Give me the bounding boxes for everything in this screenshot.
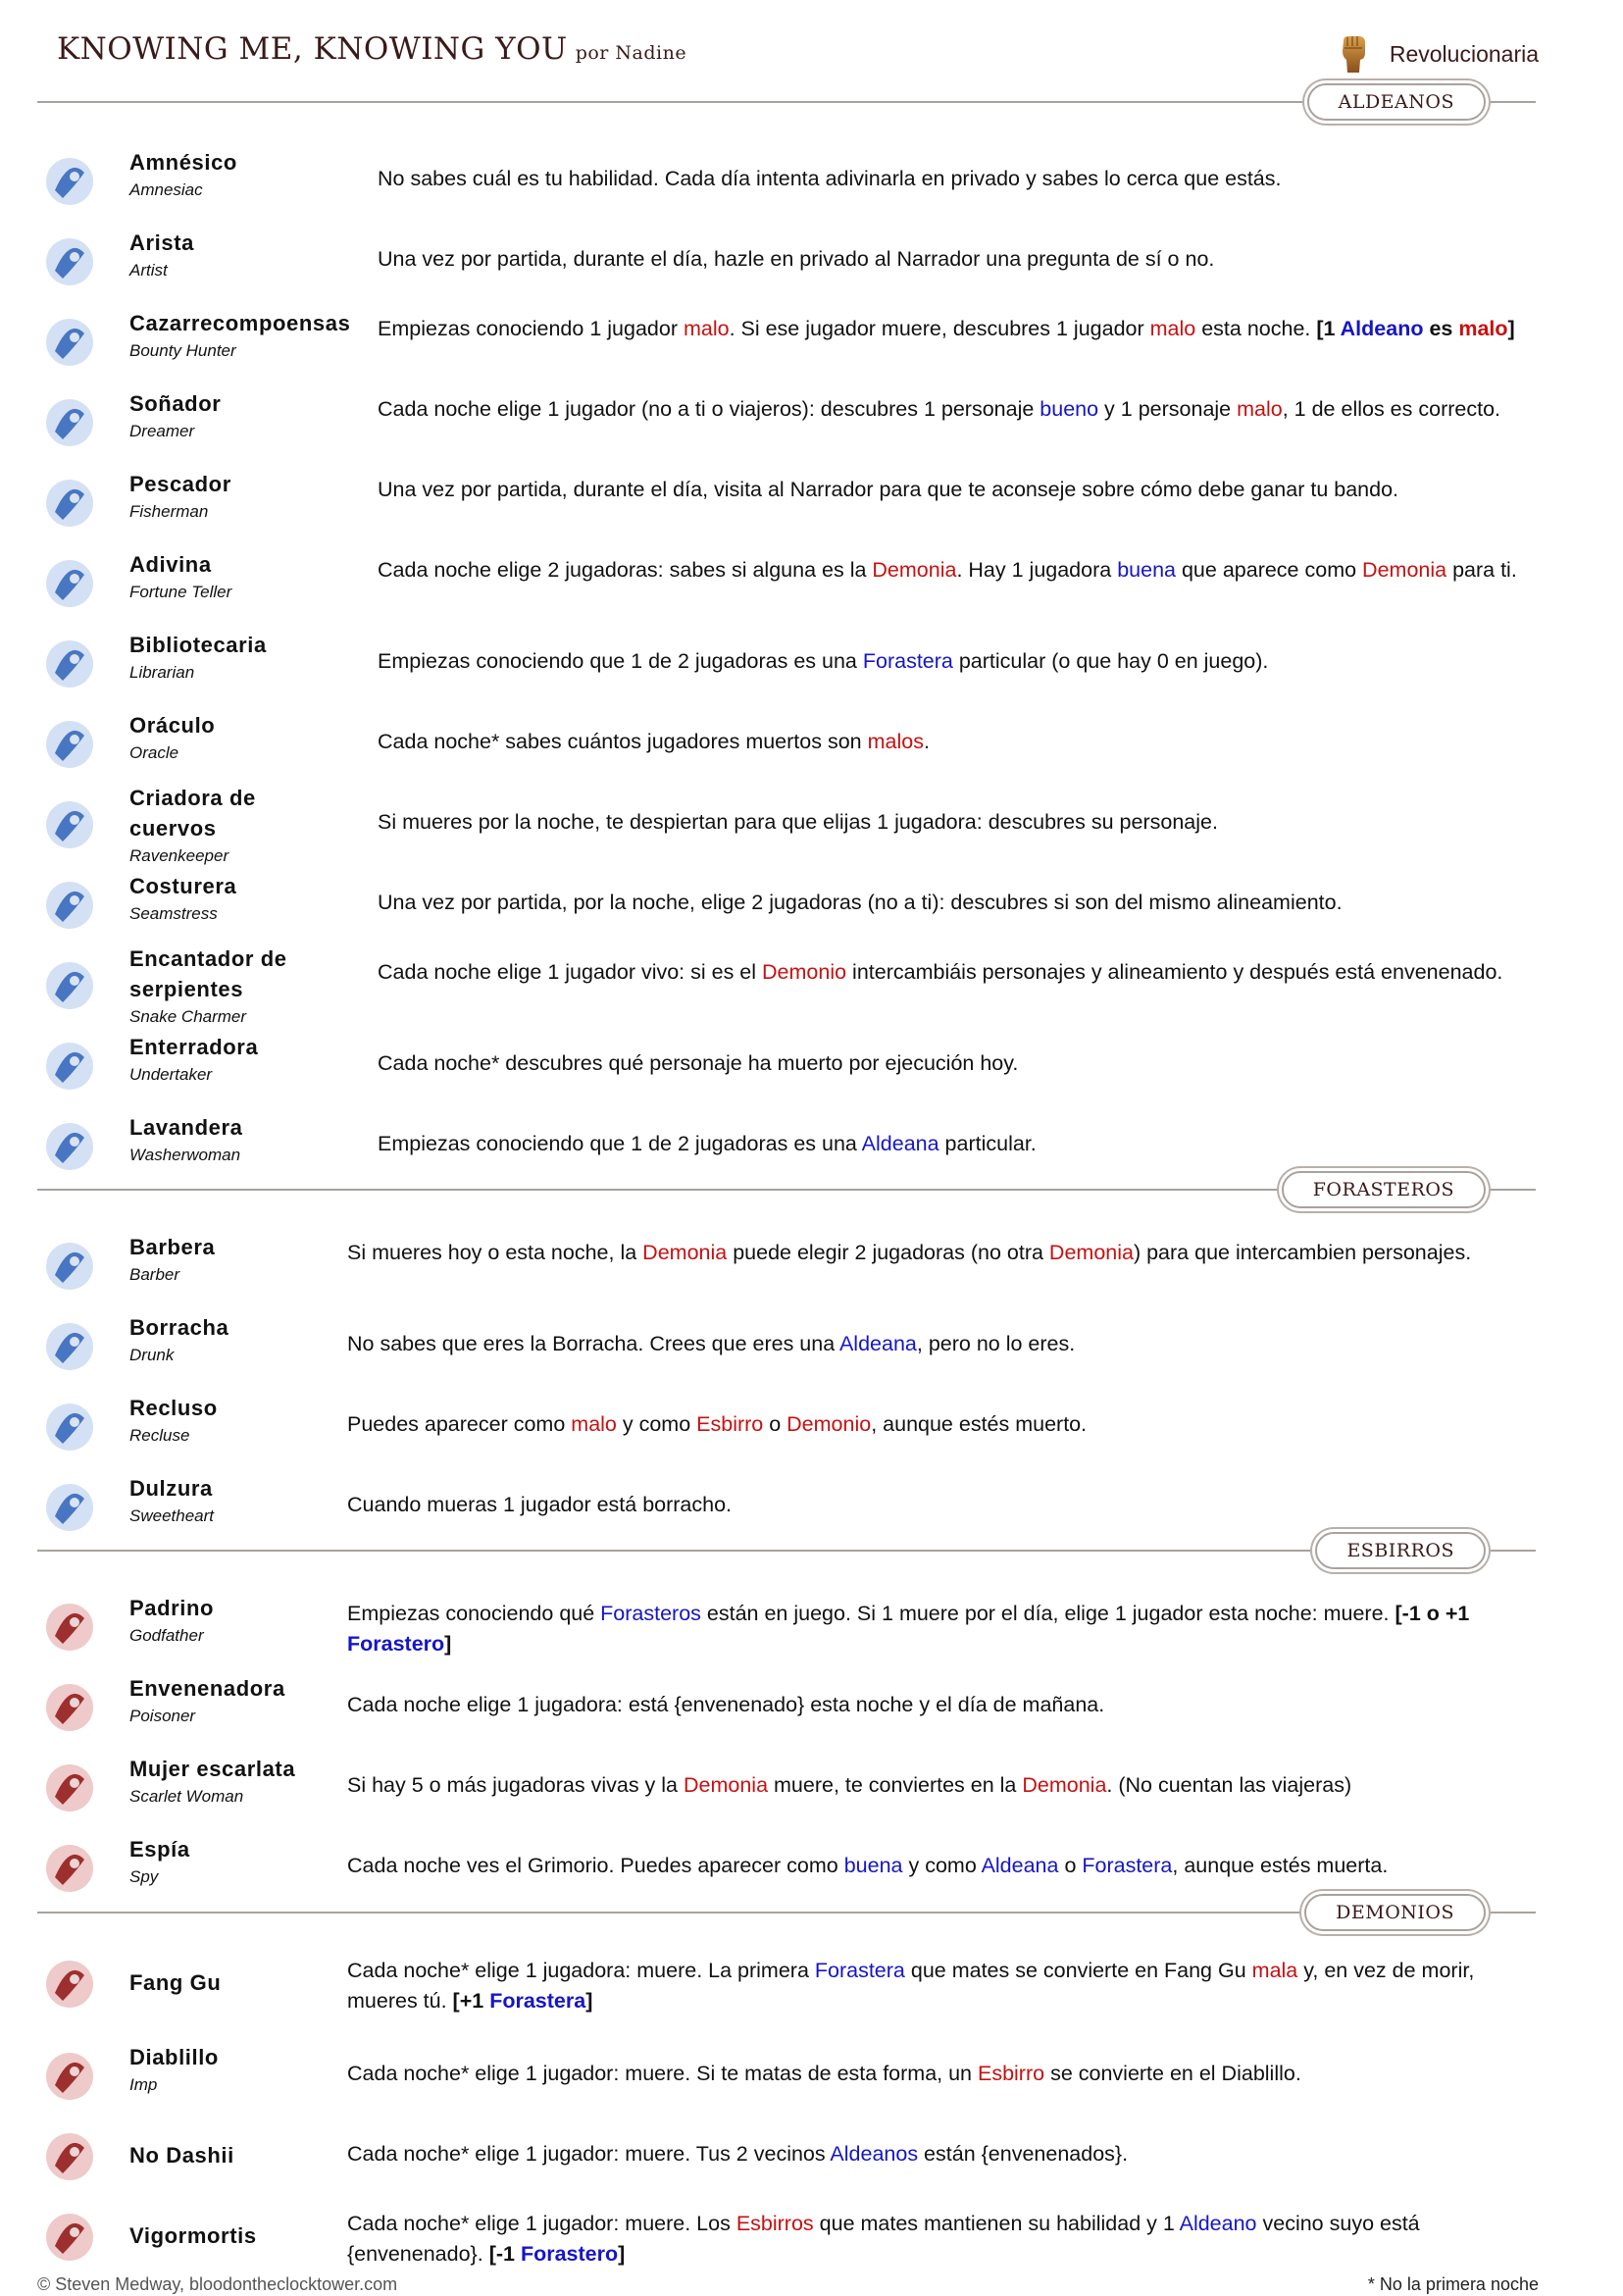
- ability-text: [-1 o +1: [1395, 1602, 1470, 1625]
- character-names: [129, 710, 355, 766]
- character-ability: [347, 2209, 1535, 2270]
- character-ability: [378, 957, 1535, 988]
- character-english-name: Recluse: [129, 1426, 190, 1445]
- ability-text: ) para que intercambien personajes.: [1133, 1241, 1472, 1264]
- evil-keyword: malo: [1149, 317, 1196, 340]
- trident-icon: [35, 2042, 104, 2111]
- character-name: Encantador de serpientes: [129, 946, 287, 1001]
- good-keyword: Forastera: [489, 1989, 586, 2013]
- character-name: Dulzura: [129, 1476, 213, 1501]
- ability-text: Puedes aparecer como: [347, 1412, 572, 1436]
- character-english-name: Seamstress: [129, 904, 218, 923]
- octopus-icon: [35, 2122, 104, 2191]
- ability-text: particular.: [938, 1132, 1037, 1155]
- character-english-name: Librarian: [129, 663, 195, 682]
- character-names: [129, 1593, 355, 1649]
- fish-icon: [35, 469, 104, 537]
- character-english-name: Sweetheart: [129, 1506, 214, 1525]
- evil-keyword: Demonia: [683, 1773, 769, 1797]
- ability-text: . Si ese jugador muere, descubres 1 jugador: [729, 317, 1150, 340]
- evil-keyword: Demonia: [1022, 1773, 1107, 1797]
- character-english-name: Fisherman: [129, 502, 209, 521]
- character-names: [129, 147, 355, 203]
- evil-keyword: Demonia: [642, 1241, 728, 1264]
- evil-keyword: Demonia: [1048, 1241, 1134, 1264]
- ability-text: y, en vez de morir, mueres tú.: [347, 1959, 1475, 2013]
- ability-text: Cada noche* elige 1 jugador: muere. Si te matas de esta forma, un: [347, 2062, 978, 2085]
- section-label-esbirros: ESBIRROS: [1315, 1532, 1486, 1569]
- ability-text: están en juego. Si 1 muere por el día, elige 1 jugador esta noche: muere.: [700, 1602, 1395, 1625]
- character-name: Borracha: [129, 1315, 229, 1340]
- character-english-name: Artist: [129, 261, 168, 280]
- ability-text: o: [1058, 1854, 1083, 1877]
- good-keyword: Forastero: [520, 2242, 619, 2266]
- character-names: [129, 1232, 355, 1288]
- ability-text: Cada noche* descubres qué personaje ha muerto por ejecución hoy.: [378, 1051, 1019, 1075]
- ability-text: puede elegir 2 jugadoras (no otra: [727, 1241, 1049, 1264]
- ability-text: Cada noche elige 1 jugador vivo: si es el: [378, 960, 763, 984]
- ability-text: es: [1423, 317, 1459, 340]
- ability-text: [1: [1316, 317, 1341, 340]
- script-author: por Nadine: [575, 42, 687, 64]
- beer-mug-icon: [35, 1312, 104, 1381]
- character-english-name: Ravenkeeper: [129, 846, 229, 865]
- ability-text: No sabes cuál es tu habilidad. Cada día intenta adivinarla en privado y sabes lo cerca que estás.: [378, 167, 1282, 190]
- ability-text: Una vez por partida, durante el día, visita al Narrador para que te aconseje sobre cómo debe ganar tu bando.: [378, 478, 1399, 501]
- good-keyword: Forastera: [814, 1959, 905, 1982]
- evil-keyword: malos: [867, 730, 924, 753]
- character-ability: [378, 164, 1535, 194]
- ability-text: Cada noche ves el Grimorio. Puedes aparecer como: [347, 1854, 844, 1877]
- character-name: Amnésico: [129, 150, 237, 175]
- ability-text: Cada noche elige 2 jugadoras: sabes si alguna es la: [378, 558, 873, 582]
- character-ability: [347, 1770, 1535, 1801]
- character-ability: [378, 394, 1535, 425]
- oil-lamp-icon: [35, 1393, 104, 1461]
- spy-mask-icon: [35, 1834, 104, 1903]
- character-names: [129, 388, 355, 444]
- ability-text: No sabes que eres la Borracha. Crees que eres una: [347, 1332, 839, 1355]
- character-name: Diablillo: [129, 2045, 219, 2069]
- evil-keyword: Demonio: [786, 1412, 872, 1436]
- ability-text: .: [923, 730, 930, 753]
- dream-swirl-icon: [35, 388, 104, 457]
- ability-text: y como: [902, 1854, 982, 1877]
- ability-text: ]: [585, 1989, 593, 2013]
- character-names: [129, 1754, 355, 1810]
- winged-skull-key-icon: [35, 2203, 104, 2271]
- character-names: [129, 1393, 355, 1449]
- character-names: [129, 1032, 355, 1088]
- character-english-name: Barber: [129, 1265, 180, 1284]
- section-label-demonios: DEMONIOS: [1304, 1894, 1486, 1931]
- scissors-icon: [35, 871, 104, 940]
- ability-text: Cada noche* elige 1 jugador: muere. Tus 2 vecinos: [347, 2142, 831, 2166]
- good-keyword: Aldeanos: [830, 2142, 919, 2166]
- character-names: [129, 469, 355, 525]
- character-ability: [378, 646, 1535, 677]
- snake-icon: [35, 951, 104, 1020]
- character-english-name: Poisoner: [129, 1707, 196, 1725]
- ability-text: [+1: [452, 1989, 490, 2013]
- ability-text: Empiezas conociendo qué: [347, 1602, 601, 1625]
- character-ability: [347, 1690, 1535, 1720]
- evil-keyword: malo: [683, 317, 730, 340]
- ability-text: que mates mantienen su habilidad y 1: [813, 2212, 1180, 2235]
- copyright: © Steven Medway, bloodontheclocktower.com: [37, 2274, 398, 2294]
- character-name: Bibliotecaria: [129, 633, 267, 657]
- character-english-name: Fortune Teller: [129, 583, 232, 601]
- good-keyword: Aldeana: [838, 1332, 917, 1355]
- dragon-orb-icon: [35, 1950, 104, 2018]
- ability-text: . Hay 1 jugadora: [956, 558, 1118, 582]
- character-names: [129, 549, 355, 605]
- character-names: [129, 2220, 355, 2251]
- character-name: Oráculo: [129, 713, 216, 738]
- character-ability: [378, 1129, 1535, 1159]
- ability-text: Cada noche* elige 1 jugador: muere. Los: [347, 2212, 736, 2235]
- character-english-name: Snake Charmer: [129, 1007, 247, 1026]
- good-keyword: Aldeana: [861, 1132, 939, 1155]
- character-english-name: Washerwoman: [129, 1146, 241, 1164]
- ability-text: vecino suyo está {envenenado}.: [347, 2212, 1420, 2266]
- character-english-name: Dreamer: [129, 422, 195, 440]
- character-english-name: Oracle: [129, 743, 179, 762]
- character-names: [129, 1112, 355, 1168]
- character-name: Criadora de cuervos: [129, 786, 256, 841]
- fist-icon: [1339, 33, 1368, 75]
- section-divider: [37, 1550, 1536, 1552]
- character-names: [129, 308, 355, 364]
- ability-text: que aparece como: [1176, 558, 1363, 582]
- character-ability: [347, 1238, 1535, 1268]
- character-name: Soñador: [129, 391, 222, 416]
- ability-text: particular (o que hay 0 en juego).: [952, 649, 1269, 673]
- character-names: [129, 1673, 355, 1729]
- good-keyword: bueno: [1040, 397, 1099, 421]
- character-name: Pescador: [129, 472, 231, 496]
- ability-text: Cada noche* elige 1 jugadora: muere. La primera: [347, 1959, 815, 1982]
- script-title-text: KNOWING ME, KNOWING YOU: [57, 31, 568, 67]
- character-ability: [378, 555, 1535, 586]
- section-label-aldeanos: ALDEANOS: [1307, 83, 1486, 121]
- script-title: [57, 31, 686, 67]
- character-name: Vigormortis: [129, 2223, 257, 2248]
- character-names: [129, 228, 355, 283]
- character-ability: [347, 1329, 1535, 1359]
- ability-text: Si mueres hoy o esta noche, la: [347, 1241, 643, 1264]
- evil-keyword: mala: [1251, 1959, 1298, 1982]
- ability-text: intercambiáis personajes y alineamiento y después está envenenado.: [846, 960, 1503, 984]
- page-header: [0, 0, 1623, 88]
- character-ability: [347, 1409, 1535, 1440]
- clothesline-icon: [35, 1112, 104, 1181]
- character-name: Costurera: [129, 874, 237, 898]
- poison-vial-icon: [35, 1673, 104, 1742]
- crystal-ball-icon: [35, 549, 104, 618]
- character-ability: [378, 244, 1535, 275]
- good-keyword: Aldeano: [1340, 317, 1424, 340]
- character-ability: [347, 2059, 1535, 2089]
- character-name: Cazarrecompoensas: [129, 311, 351, 335]
- good-keyword: Forasteros: [600, 1602, 701, 1625]
- character-name: Espía: [129, 1837, 190, 1862]
- character-names: [129, 1473, 355, 1529]
- character-names: [129, 871, 355, 927]
- ability-text: , pero no lo eres.: [916, 1332, 1076, 1355]
- character-ability: [378, 727, 1535, 757]
- evil-keyword: Esbirros: [735, 2212, 814, 2235]
- edition: [1339, 33, 1539, 75]
- evil-keyword: Esbirro: [977, 2062, 1045, 2085]
- character-name: Mujer escarlata: [129, 1757, 296, 1781]
- character-names: [129, 783, 355, 869]
- ability-text: Cada noche elige 1 jugadora: está {envenenado} esta noche y el día de mañana.: [347, 1693, 1105, 1716]
- character-names: [129, 1312, 355, 1368]
- eye-of-horus-icon: [35, 710, 104, 779]
- character-english-name: Drunk: [129, 1346, 175, 1364]
- ability-text: Empiezas conociendo que 1 de 2 jugadoras es una: [378, 649, 863, 673]
- character-names: [129, 2140, 355, 2170]
- ability-text: , 1 de ellos es correcto.: [1282, 397, 1500, 421]
- ability-text: Empiezas conociendo que 1 de 2 jugadoras es una: [378, 1132, 862, 1155]
- ability-text: , aunque estés muerta.: [1172, 1854, 1389, 1877]
- character-ability: [378, 888, 1535, 918]
- character-english-name: Spy: [129, 1867, 159, 1886]
- character-names: [129, 944, 355, 1030]
- good-keyword: buena: [843, 1854, 903, 1877]
- character-ability: [378, 475, 1535, 505]
- evil-keyword: malo: [1237, 397, 1283, 421]
- evil-keyword: malo: [1458, 317, 1508, 340]
- ability-text: muere, te conviertes en la: [768, 1773, 1023, 1797]
- character-name: Adivina: [129, 552, 212, 577]
- ability-text: Si mueres por la noche, te despiertan para que elijas 1 jugadora: descubres su personaje.: [378, 810, 1218, 834]
- edition-label: Revolucionaria: [1389, 40, 1539, 67]
- spectacles-icon: [35, 308, 104, 377]
- ability-text: Cada noche* sabes cuántos jugadores muertos son: [378, 730, 868, 753]
- ability-text: y como: [616, 1412, 697, 1436]
- character-english-name: Godfather: [129, 1626, 204, 1645]
- book-icon: [35, 630, 104, 698]
- evil-keyword: malo: [571, 1412, 617, 1436]
- character-name: Envenenadora: [129, 1676, 285, 1701]
- character-name: Lavandera: [129, 1115, 243, 1140]
- character-ability: [347, 1851, 1535, 1881]
- question-mark-icon: [35, 147, 104, 216]
- good-keyword: Aldeana: [981, 1854, 1059, 1877]
- raven-icon: [35, 791, 104, 859]
- character-name: No Dashii: [129, 2143, 234, 2168]
- ability-text: . (No cuentan las viajeras): [1106, 1773, 1352, 1797]
- ability-text: y 1 personaje: [1098, 397, 1238, 421]
- evil-keyword: Demonia: [1362, 558, 1447, 582]
- character-english-name: Imp: [129, 2075, 158, 2094]
- good-keyword: Forastera: [862, 649, 953, 673]
- ability-text: [-1: [488, 2242, 521, 2266]
- character-name: Enterradora: [129, 1035, 259, 1059]
- ability-text: que mates se convierte en Fang Gu: [904, 1959, 1252, 1982]
- evil-keyword: Esbirro: [696, 1412, 764, 1436]
- character-english-name: Undertaker: [129, 1065, 213, 1084]
- footnote: * No la primera noche: [1367, 2274, 1539, 2294]
- evil-keyword: Demonio: [762, 960, 847, 984]
- character-name: Fang Gu: [129, 1970, 222, 1995]
- evil-keyword: Demonia: [872, 558, 957, 582]
- character-name: Barbera: [129, 1235, 216, 1259]
- ability-text: o: [763, 1412, 787, 1436]
- ability-text: Una vez por partida, durante el día, hazle en privado al Narrador una pregunta de sí o no.: [378, 247, 1215, 271]
- character-name: Padrino: [129, 1596, 215, 1620]
- ability-text: Cada noche elige 1 jugador (no a ti o viajeros): descubres 1 personaje: [378, 397, 1040, 421]
- character-english-name: Amnesiac: [129, 180, 203, 199]
- paintbrushes-icon: [35, 228, 104, 296]
- ability-text: Si hay 5 o más jugadoras vivas y la: [347, 1773, 684, 1797]
- ability-text: Una vez por partida, por la noche, elige 2 jugadoras (no a ti): descubres si son del mismo alineamiento.: [378, 891, 1343, 914]
- character-ability: [378, 1048, 1535, 1079]
- character-names: [129, 630, 355, 686]
- section-label-forasteros: FORASTEROS: [1282, 1171, 1486, 1208]
- ability-text: esta noche.: [1195, 317, 1317, 340]
- character-ability: [347, 2139, 1535, 2169]
- ability-text: ]: [618, 2242, 626, 2266]
- good-keyword: Forastero: [347, 1632, 445, 1656]
- ability-text: están {envenenados}.: [918, 2142, 1129, 2166]
- ability-text: ]: [1507, 317, 1515, 340]
- character-names: [129, 2042, 355, 2098]
- character-ability: [347, 1599, 1535, 1659]
- good-keyword: buena: [1117, 558, 1176, 582]
- ability-text: ]: [444, 1632, 452, 1656]
- ability-text: para ti.: [1446, 558, 1517, 582]
- barber-pole-icon: [35, 1232, 104, 1301]
- character-names: [129, 1967, 355, 1998]
- ability-text: , aunque estés muerto.: [871, 1412, 1088, 1436]
- ability-text: se convierte en el Diablillo.: [1044, 2062, 1301, 2085]
- character-names: [129, 1834, 355, 1890]
- character-ability: [378, 314, 1535, 344]
- character-ability: [347, 1956, 1535, 2016]
- character-english-name: Scarlet Woman: [129, 1787, 244, 1806]
- good-keyword: Aldeano: [1179, 2212, 1257, 2235]
- rose-icon: [35, 1593, 104, 1661]
- character-ability: [347, 1490, 1535, 1520]
- shovel-icon: [35, 1032, 104, 1100]
- character-ability: [378, 807, 1535, 838]
- ability-text: Empiezas conociendo 1 jugador: [378, 317, 684, 340]
- character-english-name: Bounty Hunter: [129, 341, 236, 360]
- character-name: Recluso: [129, 1396, 218, 1420]
- character-name: Arista: [129, 230, 194, 255]
- ribbon-bow-icon: [35, 1473, 104, 1542]
- ability-text: Cuando mueras 1 jugador está borracho.: [347, 1493, 733, 1516]
- good-keyword: Forastera: [1082, 1854, 1173, 1877]
- lips-icon: [35, 1754, 104, 1822]
